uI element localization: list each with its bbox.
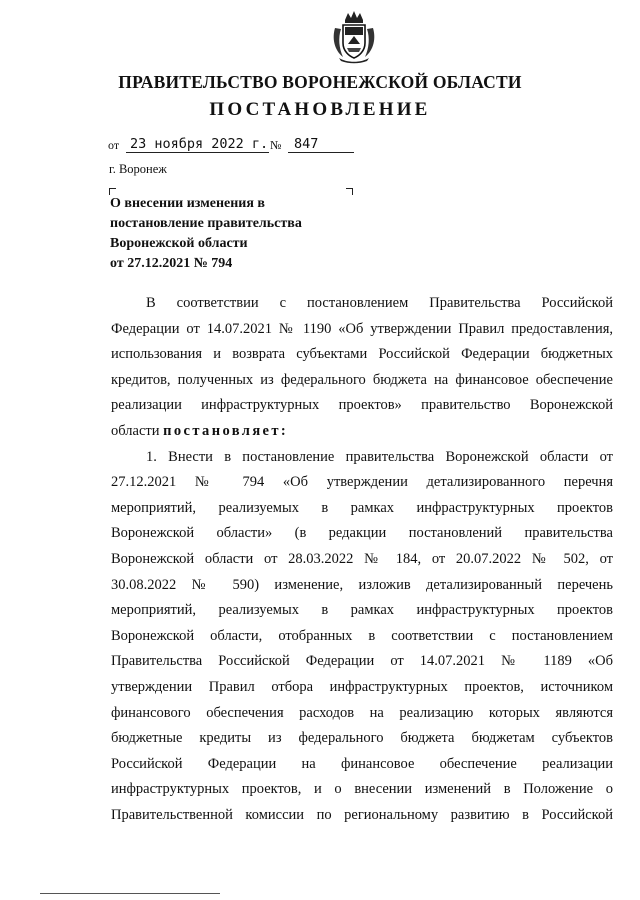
subject-line: от 27.12.2021 № 794: [110, 256, 233, 271]
body-line: бюджетные кредиты из федерального бюджета бюджетам субъектов: [111, 730, 613, 747]
organization-title: ПРАВИТЕЛЬСТВО ВОРОНЕЖСКОЙ ОБЛАСТИ: [118, 72, 522, 92]
body-line: Воронежской области, отобранных в соответствии с постановлением: [111, 627, 613, 644]
body-line: В соответствии с постановлением Правительства Российской: [146, 295, 613, 311]
body-line: мероприятий, реализуемых в рамках инфраструктурных проектов: [111, 602, 613, 619]
subject-line: Воронежской области: [110, 236, 248, 251]
body-line: инфраструктурных проектов, и о внесении изменений в Положение о: [111, 781, 613, 798]
body-line: утверждении Правил отбора инфраструктурных проектов, источником: [111, 678, 613, 695]
number-underline: [288, 152, 354, 153]
document-subject: [110, 194, 370, 274]
body-line: Правительственной комиссии по региональному развитию в Российской: [111, 806, 613, 823]
body-line: Воронежской области» (в редакции постановлений правительства: [111, 525, 613, 542]
number-label: №: [270, 138, 282, 152]
body-line: мероприятий, реализуемых в рамках инфраструктурных проектов: [111, 499, 613, 516]
body-line-prefix: области: [111, 422, 160, 439]
body-line: 1. Внести в постановление правительства Воронежской области от: [146, 448, 613, 465]
body-line: Правительства Российской Федерации от 14.07.2021 № 1189 «Об: [111, 653, 613, 670]
document-type-title: ПОСТАНОВЛЕНИЕ: [209, 99, 431, 120]
date-number-line: [108, 133, 368, 155]
voronezh-coat-of-arms-icon: [331, 10, 377, 64]
body-line: 27.12.2021 № 794 «Об утверждении детализированного перечня: [111, 474, 613, 491]
date-underline: [126, 152, 269, 153]
date-value: 23 ноября 2022 г.: [130, 136, 269, 152]
body-line: кредитов, полученных из федерального бюджета на финансовое обеспечение: [111, 371, 613, 388]
city-label: г. Воронеж: [109, 162, 167, 176]
decree-keyword: постановляет:: [163, 422, 289, 439]
body-line-final: [111, 419, 613, 445]
body-line: реализации инфраструктурных проектов» правительство Воронежской: [111, 397, 613, 414]
body-line: финансового обеспечения расходов на реализацию которых являются: [111, 704, 613, 721]
page-bottom-rule: [40, 893, 220, 894]
body-line: Российской Федерации на финансовое обеспечение реализации: [111, 755, 613, 772]
body-line: Воронежской области от 28.03.2022 № 184, от 20.07.2022 № 502, от: [111, 550, 613, 567]
subject-line: постановление правительства: [110, 216, 302, 231]
body-line: Федерации от 14.07.2021 № 1190 «Об утверждении Правил предоставления,: [111, 320, 613, 337]
subject-line: О внесении изменения в: [110, 196, 265, 211]
document-body: [111, 291, 613, 828]
number-value: 847: [294, 136, 319, 152]
body-line: 30.08.2022 № 590) изменение, изложив детализированный перечень: [111, 576, 613, 593]
date-label: от: [108, 138, 120, 152]
body-line: использования и возврата субъектами Российской Федерации бюджетных: [111, 346, 613, 363]
